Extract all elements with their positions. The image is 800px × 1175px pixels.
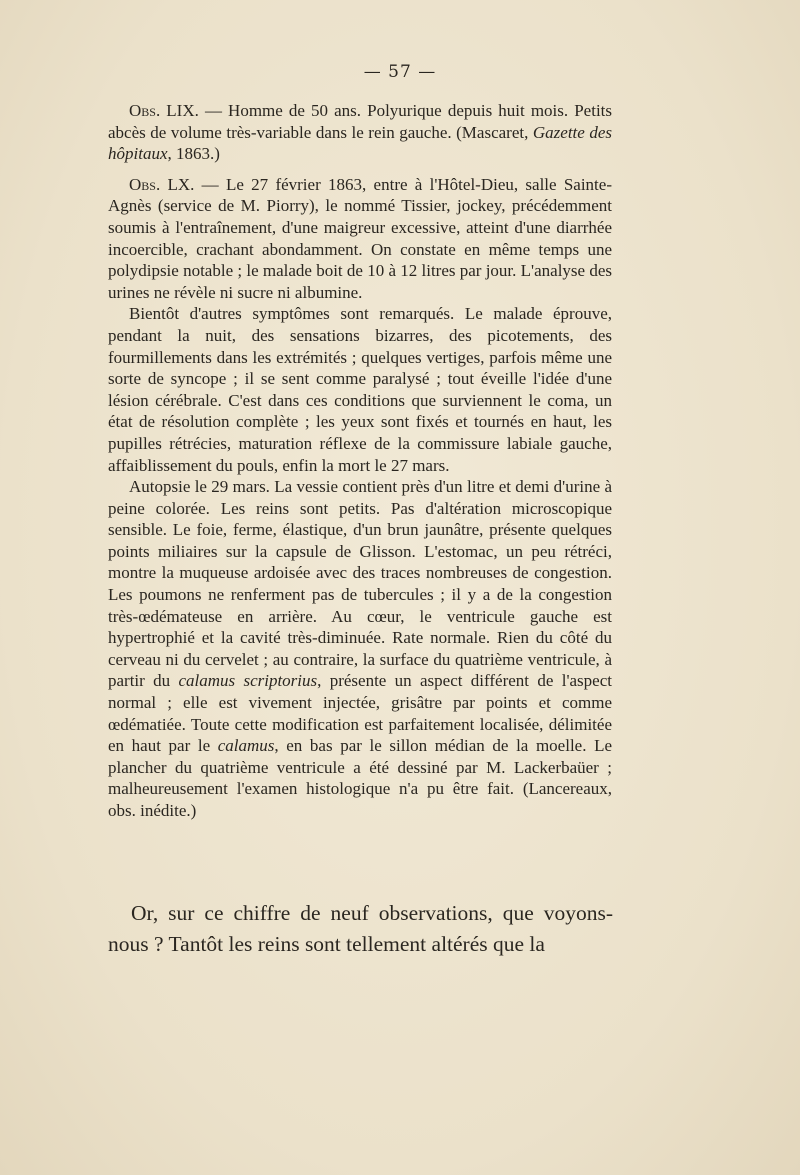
autopsy-text-2: , présente un aspect différent de l'aspect normal ; elle est vivement injectée, grisâtre par points et comme œdématiée. Toute cette modification est parfaitement localisée, délimitée en haut par le bbox=[108, 671, 612, 756]
page-number: — 57 — bbox=[363, 62, 437, 82]
autopsy-italic-1: calamus scriptorius bbox=[178, 671, 318, 691]
observation-lx-label: Obs. LX. bbox=[129, 174, 195, 194]
autopsy-text-1: Autopsie le 29 mars. La vessie contient près d'un litre et demi d'urine à peine colorée. Les reins sont petits. Pas d'altération microscopique sensible. Le foie, ferme, élastique, d'un brun jaunâtre, présente quelques points miliaires sur la capsule de Glisson. L'estomac, un peu rétréci, montre la muqueuse ardoisée avec des traces nombreuses de congestion. Les poumons ne renferment pas de tubercules ; il y a de la congestion très-œdémateuse en arrière. Au cœur, le ventricule gauche est hypertrophié et la cavité très-diminuée. Rate normale. Rien du côté du cerveau ni du cervelet ; au contraire, la surface du quatrième ventricule, à partir du bbox=[108, 477, 612, 691]
observation-lx-paragraph-2: Bientôt d'autres symptômes sont remarqués. Le malade éprouve, pendant la nuit, des sensations bizarres, des picotements, des fourmillements dans les extrémités ; quelques vertiges, parfois même une sorte de syncope ; il se sent comme paralysé ; tout éveille l'idée d'une lésion cérébrale. C'est dans ces conditions que surviennent le coma, un état de résolution complète ; les yeux sont fixés et tournés en haut, les pupilles rétrécies, maturation réflexe de la commissure labiale gauche, affaiblissement du pouls, enfin la mort le 27 mars. bbox=[108, 304, 612, 475]
autopsy-text-3: , en bas par le sillon médian de la moelle. Le plancher du quatrième ventricule a été dessiné par M. Lackerbaüer ; malheureusement l'examen histologique n'a pu être fait. (Lancereaux, obs. inédite.) bbox=[108, 736, 612, 820]
conclusion-paragraph: Or, sur ce chiffre de neuf observations, que voyons-nous ? Tantôt les reins sont tellement altérés que la bbox=[108, 901, 613, 956]
observation-lix-label: Obs. LIX. bbox=[129, 101, 199, 120]
observation-lix-source: Gazette des hôpitaux bbox=[108, 122, 613, 164]
conclusion-text bbox=[108, 898, 613, 960]
observation-lix-text: — Homme de 50 ans. Polyurique depuis huit mois. Petits abcès de volume très-variable dans le rein gauche. (Mascaret, bbox=[108, 101, 613, 142]
autopsy-italic-2: calamus bbox=[217, 736, 275, 756]
observations-text bbox=[108, 100, 612, 822]
observation-lx-paragraph-3 bbox=[108, 476, 612, 822]
observation-lx-paragraph-1 bbox=[108, 174, 612, 304]
observation-lx-text-1: — Le 27 février 1863, entre à l'Hôtel-Dieu, salle Sainte-Agnès (service de M. Piorry), le nommé Tissier, jockey, précédemment soumis à l'entraînement, d'une maigreur excessive, atteint d'une diarrhée incoercible, crachant abondamment. On constate en même temps une polydipsie notable ; le malade boit de 10 à 12 litres par jour. L'analyse des urines ne révèle ni sucre ni albumine. bbox=[108, 174, 612, 302]
observation-lix bbox=[108, 100, 612, 165]
observation-lix-year: , 1863.) bbox=[167, 144, 220, 164]
